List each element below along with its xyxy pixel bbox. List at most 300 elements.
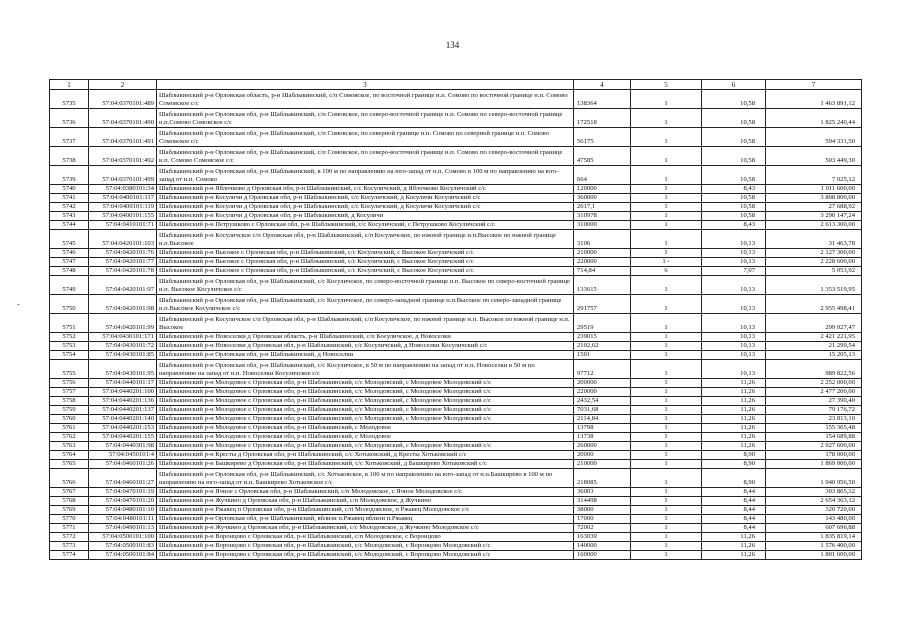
area-value: 200000 xyxy=(574,379,631,388)
area-value: 2102,62 xyxy=(574,342,631,351)
cadastral-value: 2 955 498,41 xyxy=(766,295,862,314)
address-description: Шаблыкинский р-н Яблочково д Орловская обл, р-н Шаблыкинский, с/с Косуличский, д Яблочково Косуличский с/с xyxy=(157,185,574,194)
cadastral-number: 57:04:0470101:20 xyxy=(89,497,157,506)
area-value: 120000 xyxy=(574,185,631,194)
rate-value: 8,90 xyxy=(702,460,766,469)
row-number: 5744 xyxy=(50,221,89,230)
row-number: 5757 xyxy=(50,388,89,397)
cadastral-value: 1 463 891,12 xyxy=(766,90,862,109)
table-row xyxy=(50,194,862,203)
row-number: 5770 xyxy=(50,515,89,524)
address-description: Шаблыкинский р-н Орловская обл, р-н Шаблыкинский, с/с Хотьковское, в 100 м по направлению на юго-запад от н.п.Башкирево в 100 м по направлению на юго-запад от н.п. Башкирево Хотьковское с/с xyxy=(157,469,574,488)
address-description: Шаблыкинский р-н Орловская обл, р-н Шаблыкинский, с/п Сомовское, по северо-восточной границе н.п. Сомово по северо-восточной границе н.п.Сомово Сомовское с/с xyxy=(157,109,574,128)
table-row xyxy=(50,533,862,542)
row-number: 5737 xyxy=(50,128,89,147)
cadastral-number: 57:04:0370101:499 xyxy=(89,166,157,185)
row-number: 5739 xyxy=(50,166,89,185)
address-description: Шаблыкинский р-н Орловская обл, р-н Шаблыкинский, с/с Косуличское, по северо-восточной границе н.п. Высокое по северо-восточной границе н.п. Высокое Косуличское с/с xyxy=(157,276,574,295)
area-value: 172518 xyxy=(574,109,631,128)
area-value: 29519 xyxy=(574,314,631,333)
cadastral-number: 57:04:0480101:11 xyxy=(89,515,157,524)
count-value: 1 xyxy=(631,469,702,488)
row-number: 5738 xyxy=(50,147,89,166)
row-number: 5735 xyxy=(50,90,89,109)
table-row xyxy=(50,203,862,212)
address-description: Шаблыкинский р-н Жучкино д Орловская обл, р-н Шаблыкинский, с/п Молодовское, д Жучкино xyxy=(157,497,574,506)
count-value: 1 xyxy=(631,203,702,212)
table-row xyxy=(50,397,862,406)
count-value: 1 xyxy=(631,230,702,249)
address-description: Шаблыкинский р-н Петрушково с Орловская обл, р-н Шаблыкинский, с/с Косуличский, с Петрушково Косуличский с/с xyxy=(157,221,574,230)
cadastral-value: 1 011 600,00 xyxy=(766,185,862,194)
table-row xyxy=(50,524,862,533)
cadastral-value: 7 025,12 xyxy=(766,166,862,185)
table-row xyxy=(50,442,862,451)
cadastral-number: 57:04:0400101:155 xyxy=(89,212,157,221)
row-number: 5736 xyxy=(50,109,89,128)
address-description: Шаблыкинский р-н Воронцово с Орловская обл, р-н Шаблыкинский, с/с Молодовский, с Воронцово Молодовский с/с xyxy=(157,551,574,560)
rate-value: 10,13 xyxy=(702,333,766,342)
area-value: 97712 xyxy=(574,360,631,379)
count-value: 1 xyxy=(631,185,702,194)
cadastral-number: 57:04:0420101:97 xyxy=(89,276,157,295)
table-row xyxy=(50,230,862,249)
area-value: 210000 xyxy=(574,460,631,469)
area-value: 13738 xyxy=(574,433,631,442)
address-description: Шаблыкинский р-н Орловская обл, р-н Шаблыкинский, с/с Косуличское, по северо-западной границе н.п.Высокое по северо-западной границе н.п.Высокое Косуличское с/с xyxy=(157,295,574,314)
table-row xyxy=(50,351,862,360)
row-number: 5768 xyxy=(50,497,89,506)
cadastral-number: 57:04:0420101:76 xyxy=(89,249,157,258)
cadastral-number: 57:04:0460101:26 xyxy=(89,460,157,469)
cadastral-value: 594 331,50 xyxy=(766,128,862,147)
cadastral-value: 79 176,72 xyxy=(766,406,862,415)
row-number: 5758 xyxy=(50,397,89,406)
address-description: Шаблыкинский р-н Орловская обл, р-н Шаблыкинский, вблизи п.Ржавец вблизи п.Ржавец xyxy=(157,515,574,524)
table-row xyxy=(50,333,862,342)
area-value: 239015 xyxy=(574,333,631,342)
table-row xyxy=(50,166,862,185)
rate-value: 10,13 xyxy=(702,351,766,360)
cadastral-number: 57:04:0370101:490 xyxy=(89,109,157,128)
rate-value: 8,44 xyxy=(702,506,766,515)
count-value: 1 xyxy=(631,533,702,542)
rate-value: 10,58 xyxy=(702,194,766,203)
row-number: 5751 xyxy=(50,314,89,333)
area-value: 133615 xyxy=(574,276,631,295)
area-value: 56175 xyxy=(574,128,631,147)
count-value: 1 xyxy=(631,406,702,415)
count-value: 1 xyxy=(631,166,702,185)
header-cell: 7 xyxy=(766,80,862,90)
table-row xyxy=(50,406,862,415)
area-value: 2432,54 xyxy=(574,397,631,406)
rate-value: 11,26 xyxy=(702,542,766,551)
rate-value: 10,58 xyxy=(702,203,766,212)
rate-value: 11,26 xyxy=(702,379,766,388)
cadastral-value: 27 390,40 xyxy=(766,397,862,406)
cadastral-value: 31 463,78 xyxy=(766,230,862,249)
cadastral-number: 57:04:0460101:27 xyxy=(89,469,157,488)
cadastral-number: 57:04:0440201:140 xyxy=(89,415,157,424)
cadastral-value: 2 654 363,12 xyxy=(766,497,862,506)
cadastral-value: 299 027,47 xyxy=(766,314,862,333)
row-number: 5761 xyxy=(50,424,89,433)
area-value: 36003 xyxy=(574,488,631,497)
address-description: Шаблыкинский р-н Высокое с Орловская обл, р-н Шаблыкинский, с/с Косуличский, с Высокое Косуличский с/с xyxy=(157,249,574,258)
rate-value: 10,13 xyxy=(702,258,766,267)
count-value: 1 xyxy=(631,221,702,230)
table-row xyxy=(50,360,862,379)
rate-value: 10,58 xyxy=(702,109,766,128)
table-row xyxy=(50,497,862,506)
count-value: 1 xyxy=(631,451,702,460)
table-row xyxy=(50,221,862,230)
address-description: Шаблыкинский р-н Орловская обл, р-н Шаблыкинский, в 100 м по направлению на юго-запад от н.п. Сомово в 100 м по направлению на юго-запад от н.п. Сомово xyxy=(157,166,574,185)
count-value: 6 xyxy=(631,267,702,276)
area-value: 13798 xyxy=(574,424,631,433)
row-number: 5767 xyxy=(50,488,89,497)
cadastral-number: 57:04:0380101:34 xyxy=(89,185,157,194)
table-row xyxy=(50,379,862,388)
count-value: 1 xyxy=(631,128,702,147)
cadastral-value: 15 205,13 xyxy=(766,351,862,360)
address-description: Шаблыкинский р-н Молодовое с Орловская обл, р-н Шаблыкинский, с Молодовое xyxy=(157,424,574,433)
area-value: 2617,1 xyxy=(574,203,631,212)
table-row xyxy=(50,314,862,333)
cadastral-value: 3 290 147,24 xyxy=(766,212,862,221)
cadastral-value: 27 688,92 xyxy=(766,203,862,212)
row-number: 5748 xyxy=(50,267,89,276)
rate-value: 10,13 xyxy=(702,276,766,295)
row-number: 5760 xyxy=(50,415,89,424)
count-value: 1 xyxy=(631,488,702,497)
cadastral-number: 57:04:0410101:71 xyxy=(89,221,157,230)
cadastral-value: 5 053,92 xyxy=(766,267,862,276)
table-row xyxy=(50,249,862,258)
area-value: 210000 xyxy=(574,249,631,258)
count-value: 1 xyxy=(631,333,702,342)
rate-value: 11,26 xyxy=(702,406,766,415)
rate-value: 10,13 xyxy=(702,360,766,379)
cadastral-value: 2 927 600,00 xyxy=(766,442,862,451)
header-cell: 6 xyxy=(702,80,766,90)
cadastral-value: 1 801 600,00 xyxy=(766,551,862,560)
address-description: Шаблыкинский р-н Косуличи д Орловская обл, р-н Шаблыкинский, с/с Косуличский, д Косуличи Косуличский с/с xyxy=(157,194,574,203)
address-description: Шаблыкинский р-н Орловская обл, р-н Шаблыкинский, д Новоселки xyxy=(157,351,574,360)
cadastral-value: 2 613 300,00 xyxy=(766,221,862,230)
address-description: Шаблыкинский р-н Косуличское с/п Орловская обл, р-н Шаблыкинский, с/п Косуличское, по южной границе н.п.Высокое по южной границе н.п.Высокое xyxy=(157,230,574,249)
cadastral-value: 607 696,88 xyxy=(766,524,862,533)
count-value: 1 xyxy=(631,497,702,506)
cadastral-number: 57:04:0370101:491 xyxy=(89,128,157,147)
table-row xyxy=(50,109,862,128)
row-number: 5747 xyxy=(50,258,89,267)
address-description: Шаблыкинский р-н Орловская обл, р-н Шаблыкинский, с/с Косуличское, в 50 м по направлению на запад от н.п. Новоселки в 50 м по направлению на запад от н.п. Новоселки Косуличское с/с xyxy=(157,360,574,379)
rate-value: 10,13 xyxy=(702,230,766,249)
count-value: 1 xyxy=(631,109,702,128)
area-value: 220000 xyxy=(574,258,631,267)
area-value: 260000 xyxy=(574,442,631,451)
count-value: 1 xyxy=(631,276,702,295)
area-value: 664 xyxy=(574,166,631,185)
row-number: 5750 xyxy=(50,295,89,314)
cadastral-value: 1 576 400,00 xyxy=(766,542,862,551)
cadastral-value: 303 865,32 xyxy=(766,488,862,497)
row-number: 5763 xyxy=(50,442,89,451)
cadastral-value: 178 000,00 xyxy=(766,451,862,460)
cadastral-value: 320 720,00 xyxy=(766,506,862,515)
stray-mark: - xyxy=(17,300,20,309)
cadastral-value: 1 869 000,00 xyxy=(766,460,862,469)
rate-value: 10,13 xyxy=(702,342,766,351)
address-description: Шаблыкинский р-н Молодовое с Орловская обл, р-н Шаблыкинский, с/с Молодовский, с Молодовое Молодовский с/с xyxy=(157,415,574,424)
count-value: 1 xyxy=(631,360,702,379)
address-description: Шаблыкинский р-н Молодовое с Орловская обл, р-н Шаблыкинский, с/с Молодовский, с Молодовое Молодовский с/с xyxy=(157,379,574,388)
row-number: 5769 xyxy=(50,506,89,515)
cadastral-value: 503 449,30 xyxy=(766,147,862,166)
area-value: 310000 xyxy=(574,221,631,230)
header-cell: 2 xyxy=(89,80,157,90)
row-number: 5743 xyxy=(50,212,89,221)
count-value: 1 xyxy=(631,147,702,166)
count-value: 1 xyxy=(631,314,702,333)
rate-value: 10,13 xyxy=(702,249,766,258)
cadastral-number: 57:04:0440201:153 xyxy=(89,424,157,433)
address-description: Шаблыкинский р-н Орловская обл, р-н Шаблыкинский, с/п Сомовское, по северо-восточной границе н.п. Сомово по северо-восточной границе н.п. Сомово Сомовское с/с xyxy=(157,147,574,166)
area-value: 72002 xyxy=(574,524,631,533)
count-value: 1 xyxy=(631,433,702,442)
cadastral-number: 57:04:0470101:19 xyxy=(89,488,157,497)
count-value: 1 xyxy=(631,442,702,451)
area-value: 47585 xyxy=(574,147,631,166)
count-value: 1 xyxy=(631,397,702,406)
table-row xyxy=(50,388,862,397)
cadastral-value: 3 808 800,00 xyxy=(766,194,862,203)
cadastral-number: 57:04:0440201:100 xyxy=(89,388,157,397)
area-value: 2114,84 xyxy=(574,415,631,424)
table-row xyxy=(50,460,862,469)
address-description: Шаблыкинский р-н Косуличи д Орловская обл, р-н Шаблыкинский, д Косуличи xyxy=(157,212,574,221)
address-description: Шаблыкинский р-н Новоселки д Орловская область, р-н Шаблыкинский, с/п Косуличское, д Новоселки xyxy=(157,333,574,342)
rate-value: 10,58 xyxy=(702,147,766,166)
address-description: Шаблыкинский р-н Башкирево д Орловская обл, р-н Шаблыкинский, с/с Хотьковский, д Башкирево Хотьковский с/с xyxy=(157,460,574,469)
count-value: 1 xyxy=(631,212,702,221)
row-number: 5771 xyxy=(50,524,89,533)
table-row xyxy=(50,147,862,166)
address-description: Шаблыкинский р-н Воронцово с Орловская обл, р-н Шаблыкинский, с/с Молодовский, с Воронцово Молодовский с/с xyxy=(157,542,574,551)
cadastral-number: 57:04:0440101:17 xyxy=(89,379,157,388)
cadastral-number: 57:04:0440201:137 xyxy=(89,406,157,415)
cadastral-number: 57:04:0420101:77 xyxy=(89,258,157,267)
rate-value: 11,26 xyxy=(702,415,766,424)
area-value: 160000 xyxy=(574,551,631,560)
count-value: 1 xyxy=(631,379,702,388)
address-description: Шаблыкинский р-н Орловская обл, р-н Шаблыкинский, с/п Сомовское, по северной границе н.п. Сомово по северной границе н.п. Сомово Сомовское с/с xyxy=(157,128,574,147)
count-value: 1 xyxy=(631,551,702,560)
count-value: 1 xyxy=(631,506,702,515)
address-description: Шаблыкинский р-н Воронцово с Орловская обл, р-н Шаблыкинский, с/п Молодовское, с Воронцово xyxy=(157,533,574,542)
table-row xyxy=(50,185,862,194)
rate-value: 11,26 xyxy=(702,551,766,560)
row-number: 5746 xyxy=(50,249,89,258)
row-number: 5764 xyxy=(50,451,89,460)
rate-value: 8,90 xyxy=(702,451,766,460)
address-description: Шаблыкинский р-н Орловская область, р-н Шаблыкинский, с/п Сомовское, по восточной границе н.п. Сомово по восточной границе н.п. Сомово Сомовское с/с xyxy=(157,90,574,109)
row-number: 5774 xyxy=(50,551,89,560)
address-description: Шаблыкинский р-н Высокое с Орловская обл, р-н Шаблыкинский, с/с Косуличский, с Высокое Косуличский с/с xyxy=(157,267,574,276)
cadastral-value: 1 825 240,44 xyxy=(766,109,862,128)
count-value: 1 - xyxy=(631,258,702,267)
rate-value: 8,43 xyxy=(702,221,766,230)
count-value: 1 xyxy=(631,90,702,109)
table-row xyxy=(50,469,862,488)
cadastral-number: 57:04:0480101:10 xyxy=(89,506,157,515)
area-value: 7031,68 xyxy=(574,406,631,415)
area-value: 314498 xyxy=(574,497,631,506)
row-number: 5742 xyxy=(50,203,89,212)
count-value: 1 xyxy=(631,194,702,203)
rate-value: 11,26 xyxy=(702,442,766,451)
address-description: Шаблыкинский р-н Косуличи д Орловская обл, р-н Шаблыкинский, с/с Косуличский, д Косуличи Косуличский с/с xyxy=(157,203,574,212)
cadastral-number: 57:04:0400101:119 xyxy=(89,203,157,212)
cadastral-number: 57:04:0420101:78 xyxy=(89,267,157,276)
table-row xyxy=(50,424,862,433)
rate-value: 11,26 xyxy=(702,388,766,397)
area-value: 1501 xyxy=(574,351,631,360)
rate-value: 8,43 xyxy=(702,185,766,194)
rate-value: 10,58 xyxy=(702,212,766,221)
area-value: 291757 xyxy=(574,295,631,314)
area-value: 17000 xyxy=(574,515,631,524)
cadastral-number: 57:04:0420101:99 xyxy=(89,314,157,333)
rate-value: 8,44 xyxy=(702,515,766,524)
area-value: 3106 xyxy=(574,230,631,249)
cadastral-number: 57:04:0370101:489 xyxy=(89,90,157,109)
cadastral-value: 2 421 221,95 xyxy=(766,333,862,342)
row-number: 5762 xyxy=(50,433,89,442)
rate-value: 8,44 xyxy=(702,497,766,506)
row-number: 5752 xyxy=(50,333,89,342)
count-value: 1 xyxy=(631,388,702,397)
table-row xyxy=(50,212,862,221)
cadastral-number: 57:04:0400101:117 xyxy=(89,194,157,203)
rate-value: 8,44 xyxy=(702,524,766,533)
table-row xyxy=(50,542,862,551)
cadastral-value: 21 299,54 xyxy=(766,342,862,351)
address-description: Шаблыкинский р-н Новоселки д Орловская обл, р-н Шаблыкинский, с/с Косуличский, д Новоселки Косуличский с/с xyxy=(157,342,574,351)
area-value: 714,84 xyxy=(574,267,631,276)
table-row xyxy=(50,506,862,515)
rate-value: 8,44 xyxy=(702,488,766,497)
address-description: Шаблыкинский р-н Молодовое с Орловская обл, р-н Шаблыкинский, с/с Молодовский, с Молодовое Молодовский с/с xyxy=(157,388,574,397)
rate-value: 10,58 xyxy=(702,128,766,147)
row-number: 5745 xyxy=(50,230,89,249)
land-registry-table xyxy=(49,79,862,560)
area-value: 218085 xyxy=(574,469,631,488)
cadastral-value: 2 127 300,00 xyxy=(766,249,862,258)
area-value: 138364 xyxy=(574,90,631,109)
table-row xyxy=(50,128,862,147)
cadastral-number: 57:04:0430101:171 xyxy=(89,333,157,342)
count-value: 1 xyxy=(631,460,702,469)
area-value: 20000 xyxy=(574,451,631,460)
address-description: Шаблыкинский р-н Высокое с Орловская обл, р-н Шаблыкинский, с/с Косуличский, с Высокое Косуличский с/с xyxy=(157,258,574,267)
rate-value: 11,26 xyxy=(702,397,766,406)
table-row xyxy=(50,295,862,314)
address-description: Шаблыкинский р-н Молодовое с Орловская обл, р-н Шаблыкинский, с/с Молодовский, с Молодовое Молодовский с/с xyxy=(157,406,574,415)
table-row xyxy=(50,551,862,560)
count-value: 1 xyxy=(631,351,702,360)
cadastral-value: 143 480,00 xyxy=(766,515,862,524)
address-description: Шаблыкинский р-н Ржавец п Орловская обл, р-н Шаблыкинский, с/п Молодовское, п Ржавец Молодовское с/с xyxy=(157,506,574,515)
cadastral-value: 155 365,48 xyxy=(766,424,862,433)
address-description: Шаблыкинский р-н Молодовое с Орловская обл, р-н Шаблыкинский, с/с Молодовский, с Молодовое Молодовский с/с xyxy=(157,397,574,406)
count-value: 1 xyxy=(631,415,702,424)
cadastral-number: 57:04:0490101:13 xyxy=(89,524,157,533)
count-value: 1 xyxy=(631,515,702,524)
cadastral-value: 989 822,56 xyxy=(766,360,862,379)
area-value: 140000 xyxy=(574,542,631,551)
area-value: 163039 xyxy=(574,533,631,542)
area-value: 220000 xyxy=(574,388,631,397)
rate-value: 11,26 xyxy=(702,433,766,442)
cadastral-value: 1 353 519,95 xyxy=(766,276,862,295)
cadastral-number: 57:04:0430101:72 xyxy=(89,342,157,351)
table-row xyxy=(50,415,862,424)
count-value: 1 xyxy=(631,342,702,351)
cadastral-value: 23 813,10 xyxy=(766,415,862,424)
table-row xyxy=(50,433,862,442)
row-number: 5765 xyxy=(50,460,89,469)
row-number: 5754 xyxy=(50,351,89,360)
cadastral-number: 57:04:0420101:103 xyxy=(89,230,157,249)
table-row xyxy=(50,267,862,276)
row-number: 5772 xyxy=(50,533,89,542)
table-row xyxy=(50,276,862,295)
rate-value: 11,26 xyxy=(702,533,766,542)
cadastral-number: 57:04:0440201:155 xyxy=(89,433,157,442)
header-cell: 3 xyxy=(157,80,574,90)
header-cell: 5 xyxy=(631,80,702,90)
cadastral-value: 2 477 200,00 xyxy=(766,388,862,397)
header-cell: 4 xyxy=(574,80,631,90)
rate-value: 10,58 xyxy=(702,166,766,185)
row-number: 5766 xyxy=(50,469,89,488)
table-row xyxy=(50,488,862,497)
cadastral-number: 57:04:0420101:98 xyxy=(89,295,157,314)
table-row xyxy=(50,90,862,109)
cadastral-number: 57:04:0430101:85 xyxy=(89,351,157,360)
rate-value: 8,90 xyxy=(702,469,766,488)
row-number: 5756 xyxy=(50,379,89,388)
address-description: Шаблыкинский р-н Кресты д Орловская обл, р-н Шаблыкинский, с/с Хотьковский, д Кресты Хотьковский с/с xyxy=(157,451,574,460)
area-value: 38000 xyxy=(574,506,631,515)
cadastral-value: 2 228 600,00 xyxy=(766,258,862,267)
header-cell: 1 xyxy=(50,80,89,90)
address-description: Шаблыкинский р-н Косуличское с/п Орловская обл, р-н Шаблыкинский, с/п Косуличское, по южной границе н.п. Высокое по южной границе н.п. Высокое xyxy=(157,314,574,333)
rate-value: 10,13 xyxy=(702,295,766,314)
count-value: 1 xyxy=(631,249,702,258)
rate-value: 11,26 xyxy=(702,424,766,433)
cadastral-value: 1 835 819,14 xyxy=(766,533,862,542)
page-number: 134 xyxy=(445,40,460,50)
cadastral-value: 154 689,88 xyxy=(766,433,862,442)
cadastral-value: 1 940 956,50 xyxy=(766,469,862,488)
row-number: 5759 xyxy=(50,406,89,415)
cadastral-number: 57:04:0500101:84 xyxy=(89,551,157,560)
row-number: 5753 xyxy=(50,342,89,351)
